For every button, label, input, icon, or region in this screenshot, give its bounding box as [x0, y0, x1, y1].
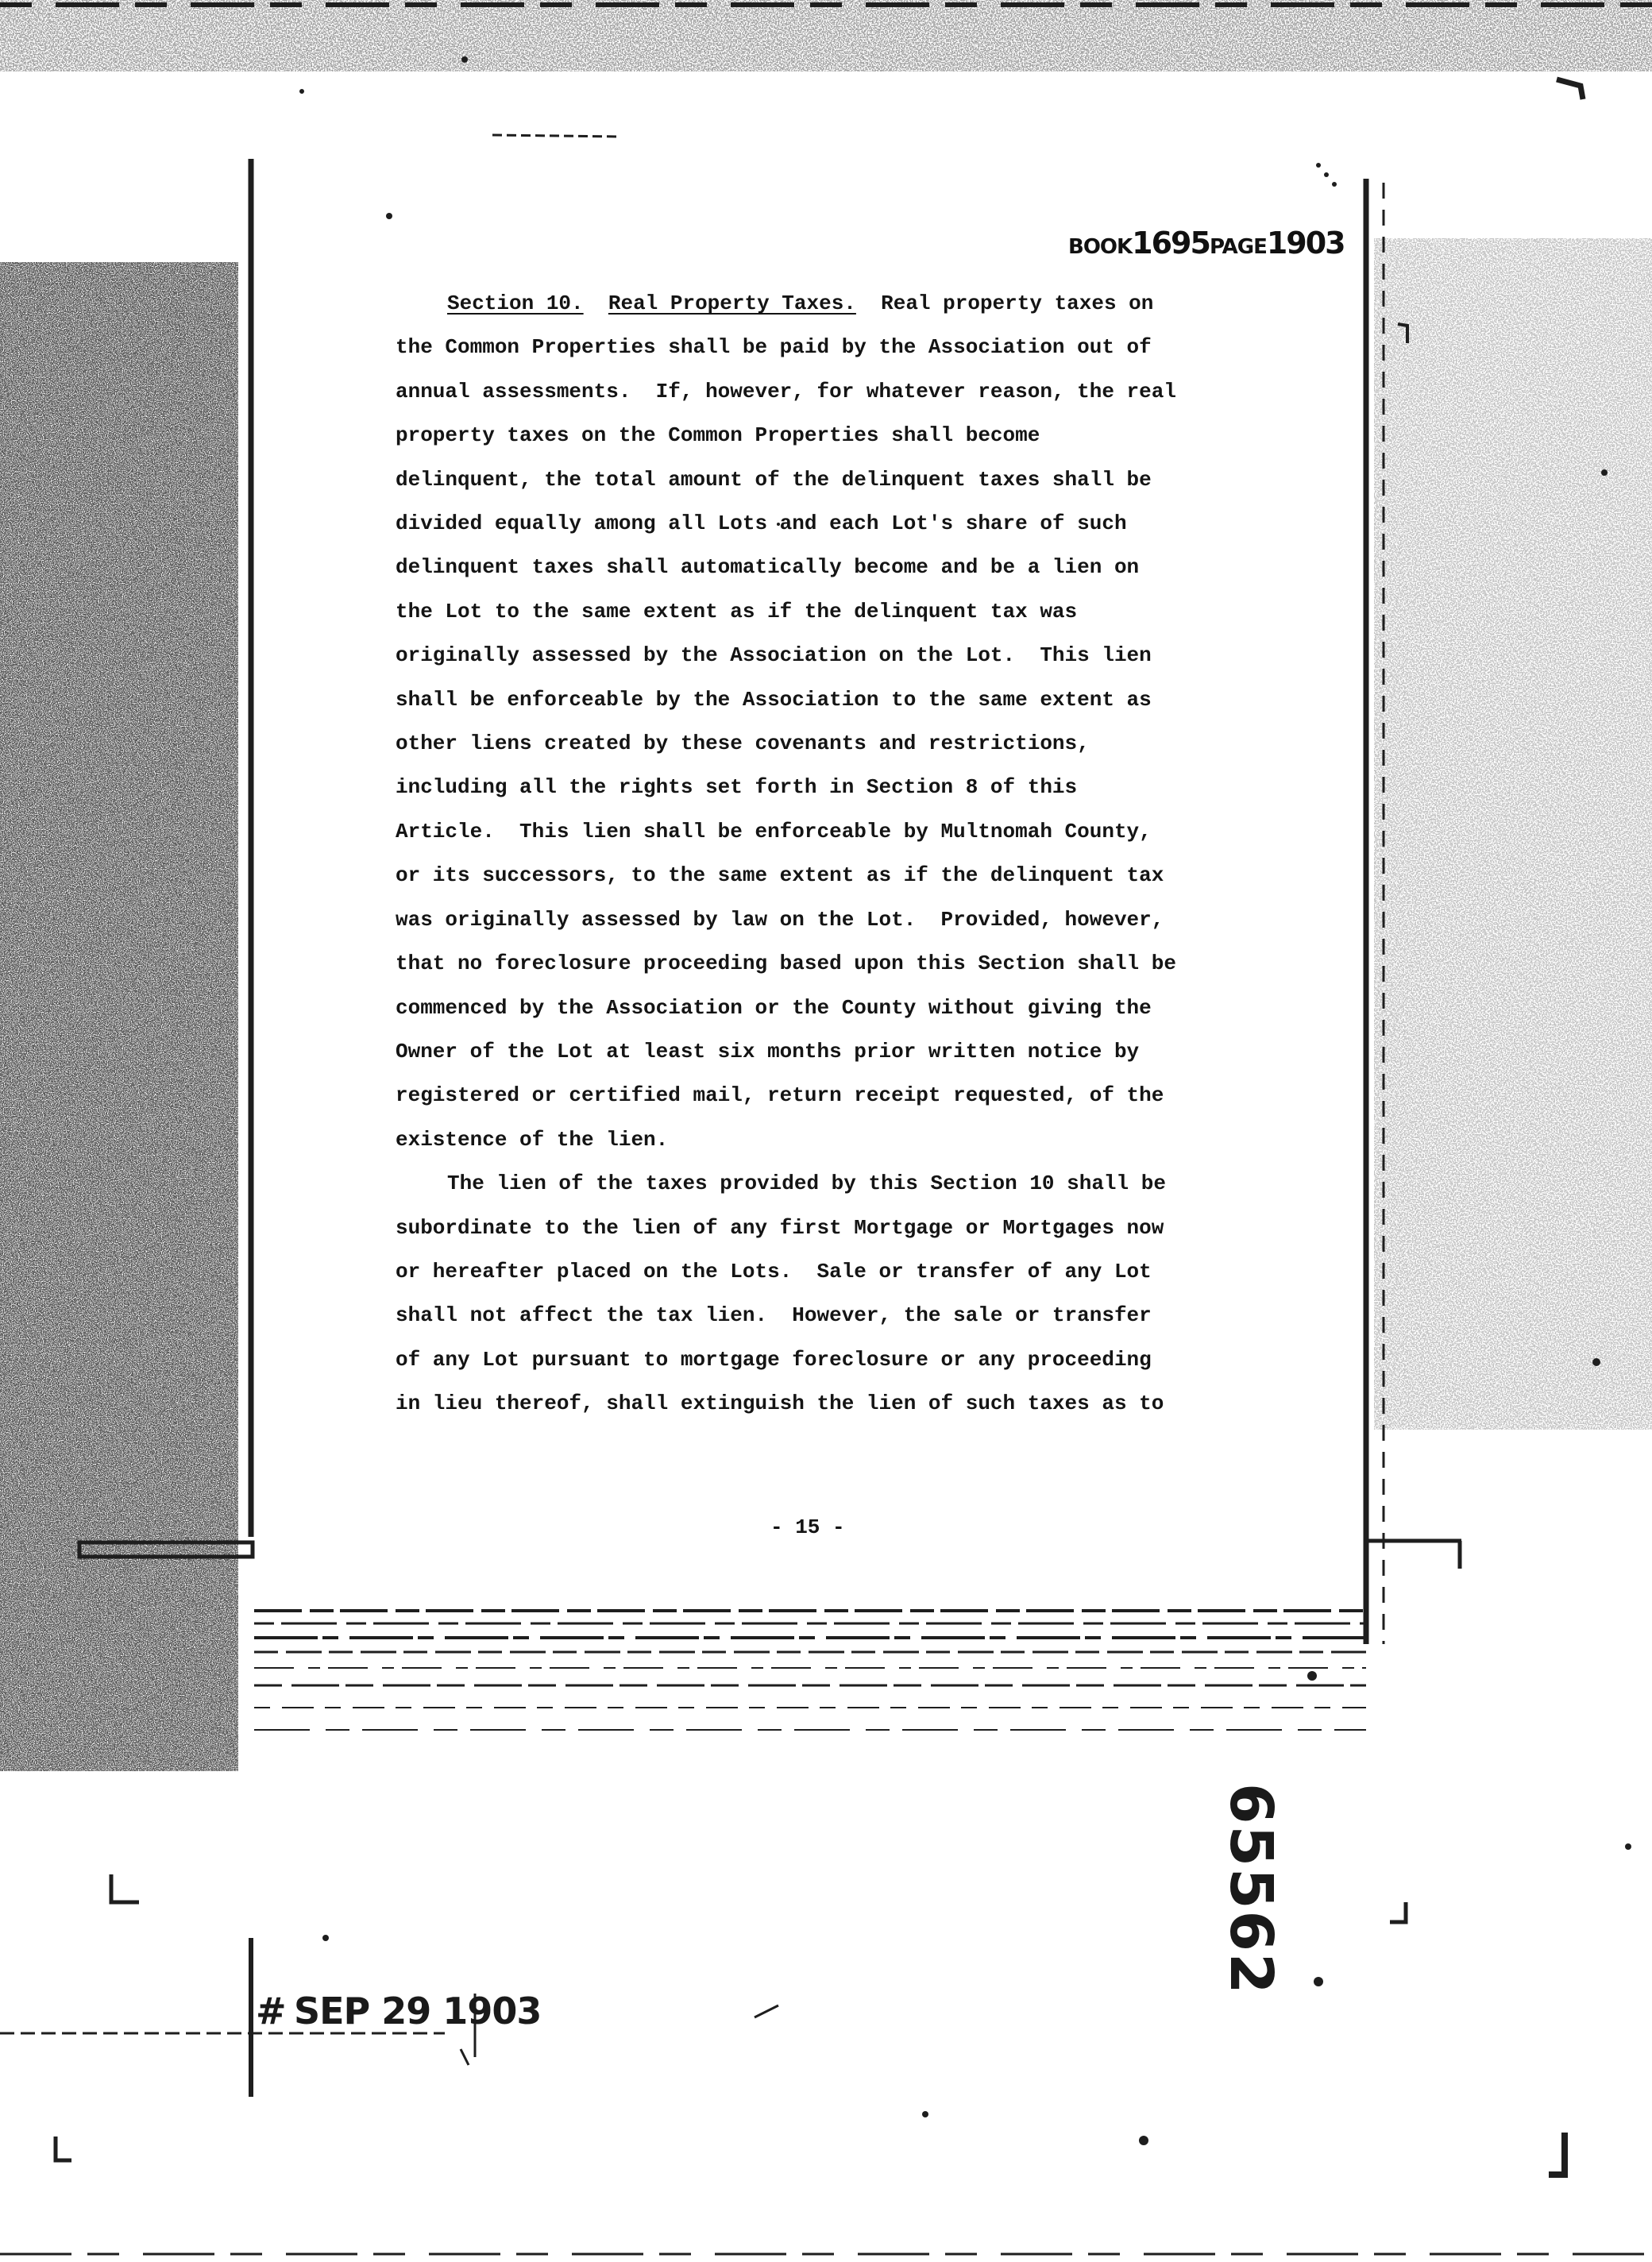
paragraph-1-line-1: [396, 282, 1261, 326]
paragraph-line: annual assessments. If, however, for whatever reason, the real: [396, 379, 1176, 403]
paragraph-line: including all the rights set forth in Section 8 of this: [396, 775, 1078, 800]
paragraph-line: divided equally among all Lots and each Lot's share of such: [396, 511, 1127, 536]
copy-band: [254, 1541, 1461, 1730]
book-page-reference: [1068, 226, 1345, 261]
corner-mark-bottom-right: [1549, 2133, 1565, 2175]
document-number-stamp: 65562: [1217, 1783, 1285, 1996]
paragraph-line: existence of the lien.: [396, 1127, 669, 1152]
document-body: [396, 282, 1261, 1426]
paragraph-line: that no foreclosure proceeding based upon this Section shall be: [396, 952, 1176, 976]
corner-mark-right: [1390, 1902, 1406, 1922]
section-number: Section 10.: [447, 291, 584, 315]
paragraph-line: delinquent, the total amount of the delinquent taxes shall be: [396, 467, 1152, 492]
paragraph-line: delinquent taxes shall automatically become and be a lien on: [396, 555, 1140, 580]
book-page-number: 1903: [1266, 226, 1345, 261]
paragraph-line: the Common Properties shall be paid by the Association out of: [396, 335, 1152, 360]
page-number: - 15 -: [770, 1515, 845, 1539]
paragraph-line: shall not affect the tax lien. However, the sale or transfer: [396, 1303, 1152, 1328]
stray-mark: [461, 2049, 469, 2065]
recorded-date-stamp: SEP 29 1903: [294, 1990, 542, 2032]
corner-mark-bottom-left: [56, 2137, 71, 2160]
section-title: Real Property Taxes.: [608, 291, 856, 315]
left-margin-noise: [0, 262, 238, 1771]
paragraph-line: in lieu thereof, shall extinguish the lien of such taxes as to: [396, 1392, 1164, 1416]
paragraph-line: was originally assessed by law on the Lot. Provided, however,: [396, 907, 1164, 932]
paragraph-line: Article. This lien shall be enforceable by Multnomah County,: [396, 819, 1152, 843]
corner-mark-left: [111, 1874, 139, 1902]
paragraph-line: or its successors, to the same extent as if the delinquent tax: [396, 863, 1164, 888]
paragraph-line: other liens created by these covenants and restrictions,: [396, 731, 1090, 756]
recording-stamp-mark: #: [256, 1990, 287, 2032]
paragraph-line: Owner of the Lot at least six months prior written notice by: [396, 1039, 1140, 1063]
top-edge-noise: [0, 0, 1652, 71]
paragraph-line: commenced by the Association or the County without giving the: [396, 995, 1152, 1020]
paragraph-line: the Lot to the same extent as if the delinquent tax was: [396, 599, 1078, 623]
paragraph-line: subordinate to the lien of any first Mortgage or Mortgages now: [396, 1215, 1164, 1240]
paragraph-line: The lien of the taxes provided by this Section 10 shall be: [447, 1172, 1166, 1196]
paragraph-line: or hereafter placed on the Lots. Sale or transfer of any Lot: [396, 1259, 1152, 1283]
paragraph-line: shall be enforceable by the Association to the same extent as: [396, 687, 1152, 712]
paragraph-2: [396, 1162, 1261, 1426]
page-label: PAGE: [1209, 235, 1267, 259]
book-number: 1695: [1132, 226, 1210, 261]
paragraph-line: property taxes on the Common Properties shall become: [396, 423, 1040, 448]
paragraph-line: registered or certified mail, return receipt requested, of the: [396, 1083, 1164, 1108]
paragraph-line: of any Lot pursuant to mortgage foreclosure or any proceeding: [396, 1347, 1152, 1372]
paragraph-1-line-1-rest: Real property taxes on: [855, 291, 1154, 315]
right-margin-noise: [1374, 238, 1652, 1430]
corner-mark-top-right: [1557, 79, 1583, 99]
paragraph-1: [396, 282, 1261, 1162]
stray-mark-2: [755, 2005, 778, 2017]
stray-mark-top: [492, 135, 620, 137]
paragraph-line: originally assessed by the Association on the Lot. This lien: [396, 643, 1152, 668]
book-label: BOOK: [1068, 235, 1133, 259]
